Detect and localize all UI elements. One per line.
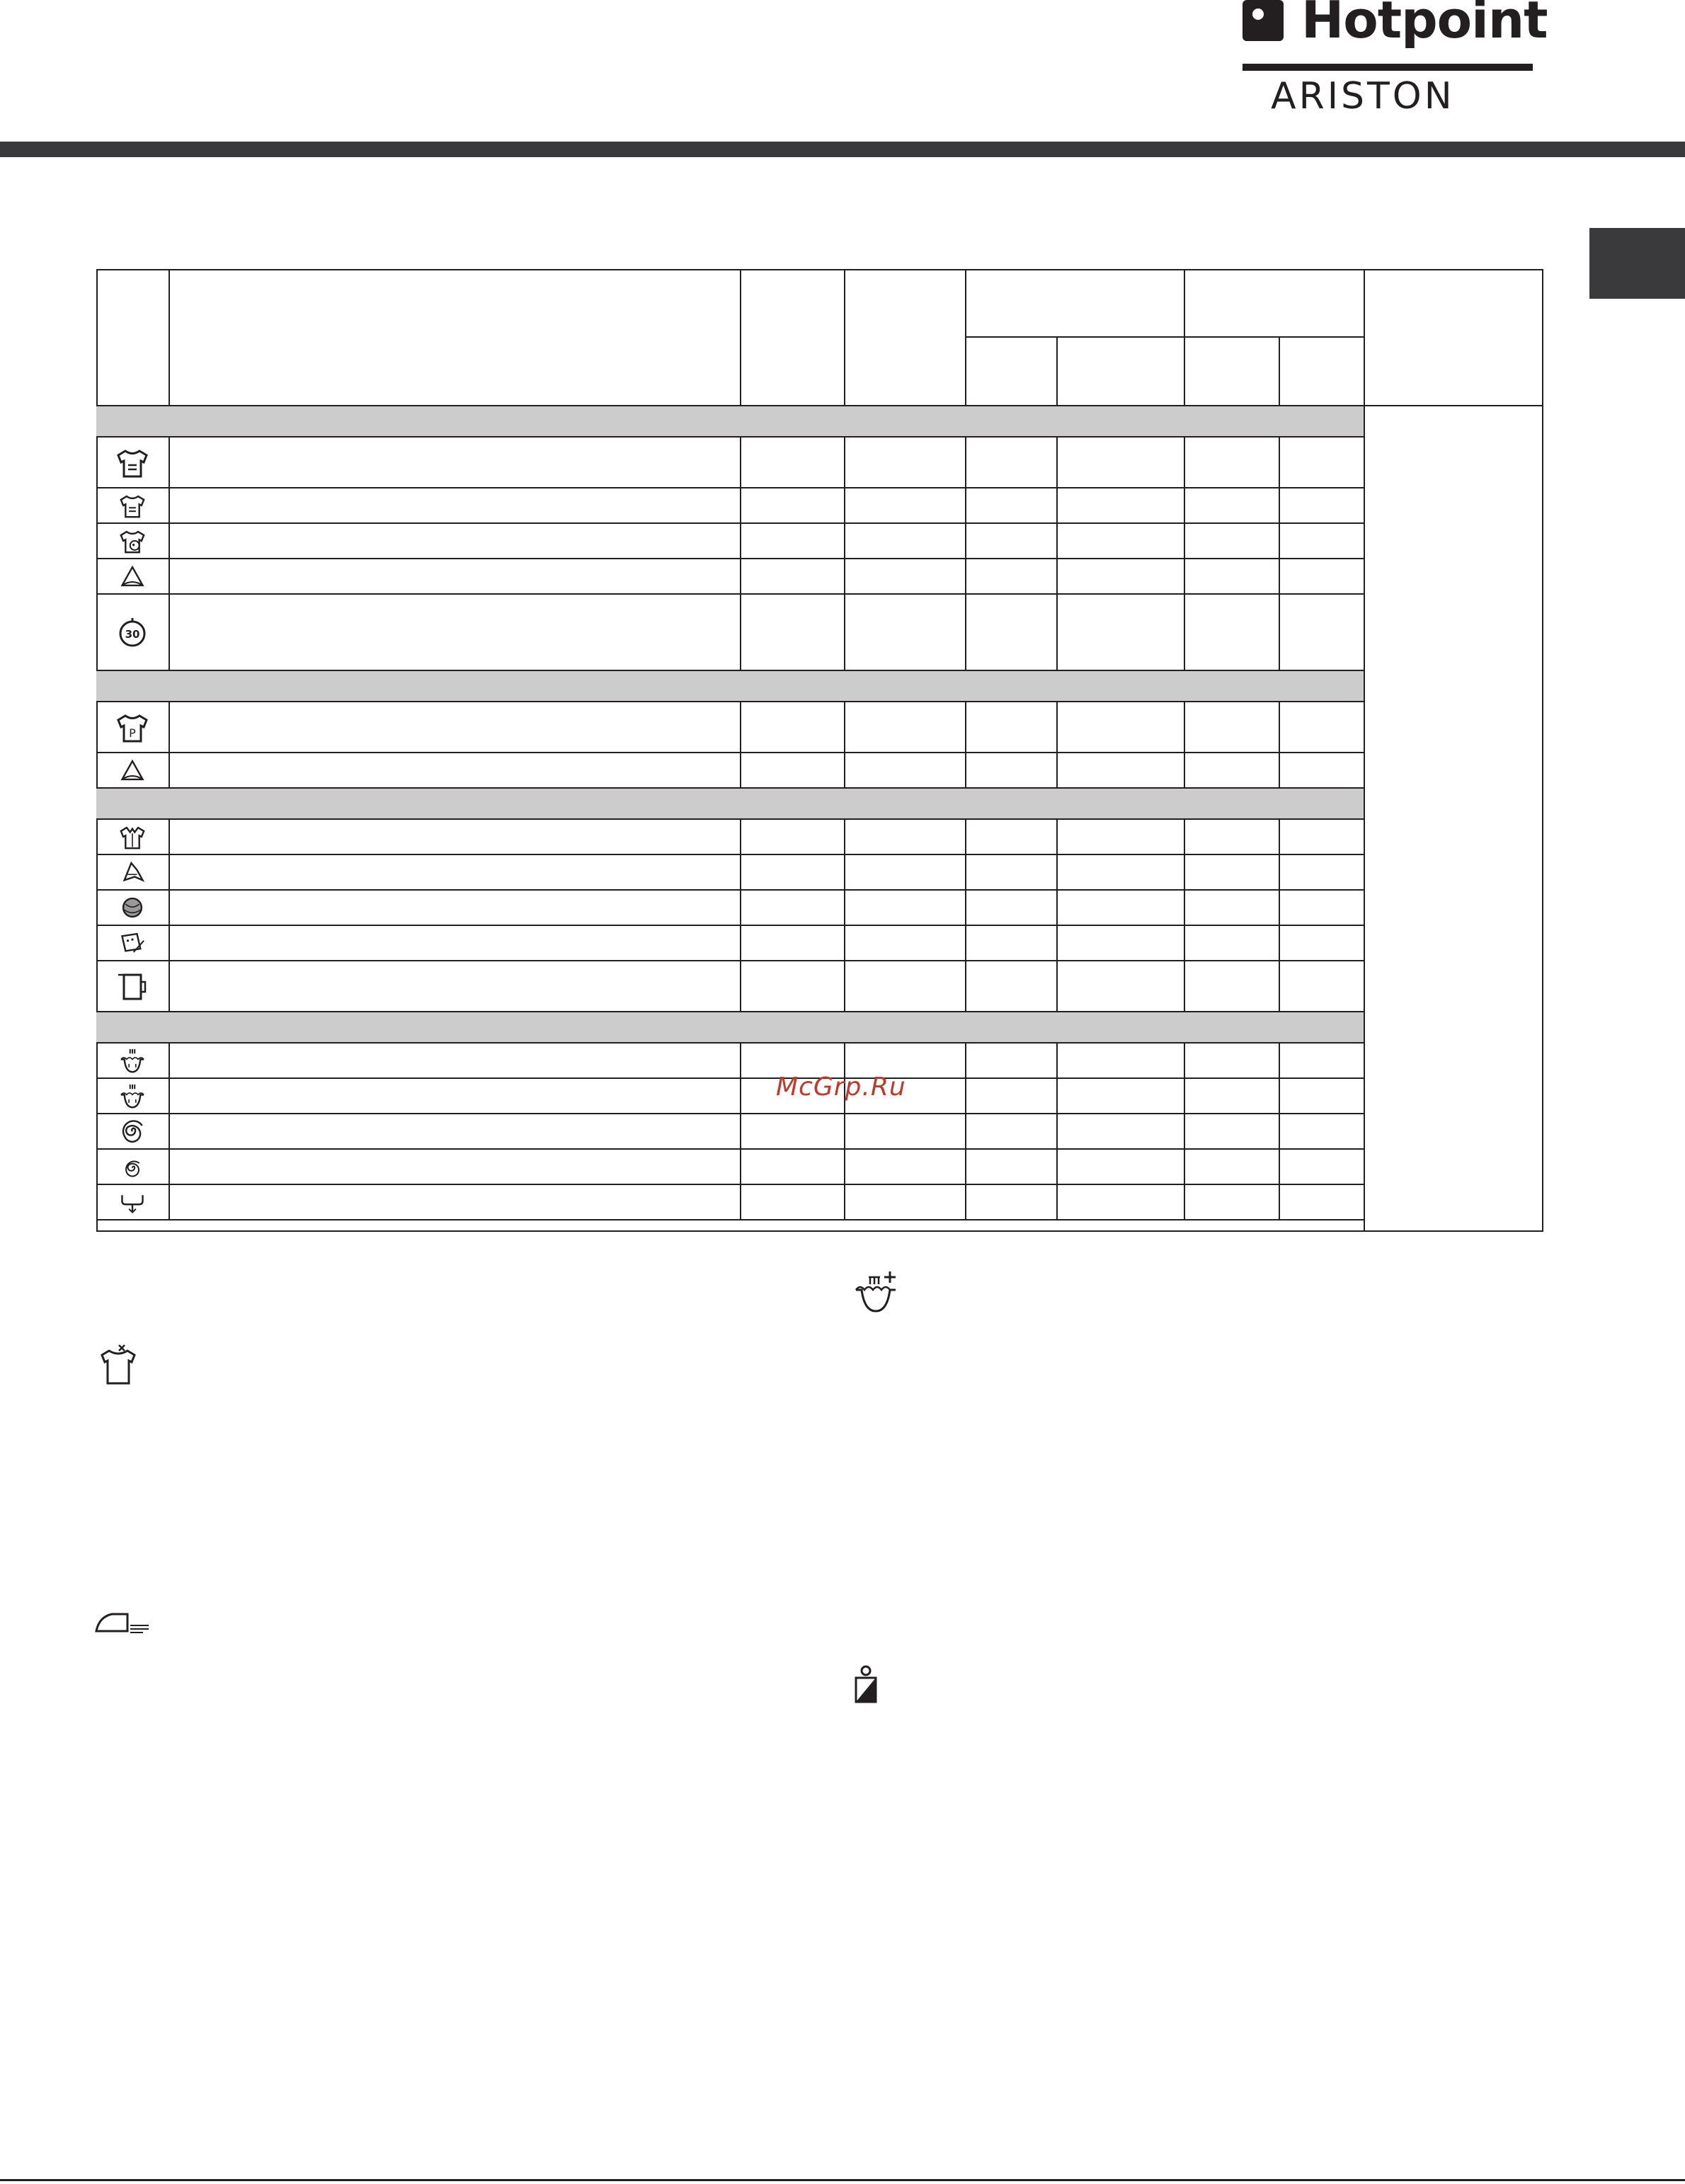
body-col-rule	[1056, 593, 1058, 670]
body-col-rule	[1184, 558, 1185, 593]
body-col-rule	[1184, 854, 1185, 889]
body-col-rule	[965, 889, 966, 925]
body-col-rule	[965, 854, 966, 889]
body-col-rule	[1279, 752, 1280, 787]
brand-logo	[1239, 0, 1548, 120]
body-col-rule	[844, 593, 845, 670]
table-section-band	[96, 1012, 1364, 1044]
brand-mark-icon	[1243, 0, 1284, 41]
body-col-rule	[1184, 522, 1185, 558]
body-col-rule	[1279, 1042, 1280, 1077]
body-col-rule	[1056, 558, 1058, 593]
body-col-rule	[740, 1113, 741, 1148]
section-band-rule	[96, 436, 1364, 438]
section-tab	[1589, 228, 1685, 299]
body-col-rule	[740, 818, 741, 854]
mixed-fabric-icon	[118, 755, 147, 785]
towel-icon	[114, 968, 151, 1005]
extra-rinse-icon	[853, 1269, 900, 1315]
body-col-rule	[740, 522, 741, 558]
body-col-rule	[168, 925, 170, 960]
body-col-rule	[965, 436, 966, 487]
body-col-rule	[1279, 436, 1280, 487]
body-col-rule	[1056, 522, 1058, 558]
body-col-rule	[1184, 752, 1185, 787]
body-col-rule	[965, 818, 966, 854]
body-col-rule	[844, 925, 845, 960]
table-section-band	[96, 789, 1364, 820]
body-col-rule	[844, 854, 845, 889]
svg-text:30: 30	[125, 628, 140, 641]
table-row-rule	[96, 1148, 1364, 1150]
body-col-rule	[168, 854, 170, 889]
body-col-rule	[740, 752, 741, 787]
body-col-rule	[1279, 889, 1280, 925]
section-band-rule	[96, 1042, 1364, 1044]
body-col-rule	[740, 487, 741, 522]
body-col-rule	[168, 1042, 170, 1077]
body-col-rule	[740, 1184, 741, 1219]
body-col-rule	[1056, 1042, 1058, 1077]
body-col-rule	[965, 752, 966, 787]
table-row-rule	[96, 1219, 1364, 1220]
body-col-rule	[965, 1184, 966, 1219]
body-col-rule	[844, 558, 845, 593]
body-col-rule	[965, 960, 966, 1011]
rinse-basin-icon	[118, 1046, 147, 1075]
body-col-rule	[844, 487, 845, 522]
brand-name: Hotpoint	[1301, 0, 1548, 50]
body-col-rule	[1056, 1077, 1058, 1113]
header-bar	[0, 142, 1685, 157]
section-band-rule	[96, 701, 1364, 702]
body-col-rule	[1184, 1042, 1185, 1077]
body-col-rule	[965, 487, 966, 522]
svg-text:P: P	[129, 726, 136, 740]
body-col-rule	[168, 960, 170, 1011]
body-col-rule	[740, 925, 741, 960]
body-col-rule	[1056, 818, 1058, 854]
header-bottom-rule	[1364, 405, 1542, 406]
header-col-rule	[168, 269, 170, 405]
body-col-rule	[168, 522, 170, 558]
body-col-rule	[965, 925, 966, 960]
body-col-rule	[1279, 854, 1280, 889]
quick-30-icon	[114, 614, 151, 651]
table-row-rule	[96, 1184, 1364, 1185]
body-col-rule	[1056, 487, 1058, 522]
table-section-band	[96, 671, 1364, 702]
body-col-rule	[1279, 818, 1280, 854]
body-col-rule	[168, 436, 170, 487]
body-col-rule	[965, 593, 966, 670]
body-col-rule	[740, 593, 741, 670]
body-col-rule	[965, 558, 966, 593]
stained-shirt-icon	[118, 526, 147, 556]
body-col-rule	[1056, 436, 1058, 487]
header-col-rule	[740, 269, 741, 405]
table-bottom-rule	[96, 1230, 1542, 1232]
body-col-rule	[740, 1077, 741, 1113]
spin-spiral-icon	[118, 1116, 147, 1146]
body-col-rule	[168, 889, 170, 925]
body-col-rule	[740, 701, 741, 752]
body-col-rule	[965, 1148, 966, 1184]
delicates-icon	[118, 857, 147, 887]
body-col-rule	[1279, 1113, 1280, 1148]
body-col-rule	[740, 436, 741, 487]
body-col-rule	[168, 818, 170, 854]
body-col-rule	[1184, 925, 1185, 960]
body-col-rule	[740, 1148, 741, 1184]
body-col-rule	[844, 889, 845, 925]
body-col-rule	[168, 1184, 170, 1219]
body-col-rule	[1184, 593, 1185, 670]
table-row-rule	[96, 889, 1364, 891]
body-col-rule	[965, 1113, 966, 1148]
body-col-rule	[1279, 558, 1280, 593]
footer-rule	[0, 2179, 1685, 2181]
body-col-rule	[844, 522, 845, 558]
body-col-rule	[1279, 1184, 1280, 1219]
body-col-rule	[1279, 701, 1280, 752]
body-col-rule	[844, 960, 845, 1011]
synthetic-shirt-icon	[114, 709, 151, 745]
drain-icon	[118, 1187, 147, 1217]
body-col-rule	[1056, 701, 1058, 752]
body-col-rule	[1056, 1113, 1058, 1148]
spin-spiral-small-icon	[118, 1152, 147, 1182]
rinse-basin-icon	[118, 1081, 147, 1111]
body-col-rule	[965, 1042, 966, 1077]
header-col-rule	[844, 269, 845, 405]
section-band-rule	[96, 818, 1364, 820]
table-row-rule	[96, 1113, 1364, 1114]
body-col-rule	[844, 701, 845, 752]
body-col-rule	[1056, 960, 1058, 1011]
header-col-rule	[1184, 269, 1185, 405]
body-col-rule	[965, 701, 966, 752]
header-col-rule	[965, 269, 966, 405]
table-row-rule	[96, 854, 1364, 855]
body-col-rule	[168, 558, 170, 593]
wool-ball-icon	[118, 893, 147, 922]
body-col-rule	[1184, 818, 1185, 854]
half-load-icon	[853, 1665, 881, 1705]
table-right-rule	[1542, 269, 1543, 1232]
body-col-rule	[1184, 889, 1185, 925]
body-col-rule	[1184, 1148, 1185, 1184]
body-col-rule	[1184, 960, 1185, 1011]
body-col-rule	[740, 889, 741, 925]
body-col-rule	[1279, 1077, 1280, 1113]
body-col-rule	[168, 752, 170, 787]
body-col-rule	[168, 487, 170, 522]
body-col-rule	[168, 593, 170, 670]
silk-shirt-icon	[118, 822, 147, 852]
body-col-rule	[844, 1148, 845, 1184]
body-col-rule	[740, 854, 741, 889]
header-split-rule	[965, 336, 1364, 338]
body-col-rule	[844, 436, 845, 487]
body-col-rule	[1184, 1184, 1185, 1219]
table-row-rule	[96, 960, 1364, 961]
baby-clothes-icon	[118, 928, 147, 958]
body-col-rule	[1279, 1148, 1280, 1184]
body-col-rule	[1056, 1184, 1058, 1219]
body-col-rule	[1279, 593, 1280, 670]
header-subcol-rule	[1056, 336, 1058, 405]
body-col-rule	[1279, 487, 1280, 522]
body-col-rule	[740, 1042, 741, 1077]
super-wash-icon	[96, 1344, 139, 1388]
table-row-rule	[96, 522, 1364, 524]
table-top-rule	[96, 269, 1542, 270]
body-col-rule	[1279, 925, 1280, 960]
table-row-rule	[96, 925, 1364, 926]
body-col-rule	[1056, 889, 1058, 925]
table-row-rule	[96, 593, 1364, 595]
body-col-rule	[1184, 1113, 1185, 1148]
table-section-band	[96, 406, 1364, 438]
body-col-rule	[1279, 522, 1280, 558]
body-col-rule	[1184, 701, 1185, 752]
watermark: McGrp.Ru	[776, 1073, 906, 1102]
body-col-rule	[844, 1113, 845, 1148]
table-row-rule	[96, 1077, 1364, 1079]
brand-subname: ARISTON	[1271, 75, 1455, 118]
body-col-rule	[1184, 436, 1185, 487]
body-col-rule	[844, 1184, 845, 1219]
body-col-rule	[168, 1148, 170, 1184]
body-col-rule	[844, 818, 845, 854]
body-col-rule	[1056, 854, 1058, 889]
body-col-rule	[965, 1077, 966, 1113]
header-subcol-rule	[1279, 336, 1280, 405]
table-notes-rule	[1364, 269, 1365, 1230]
body-col-rule	[168, 701, 170, 752]
mixed-fabric-icon	[118, 561, 147, 591]
table-row-rule	[96, 752, 1364, 753]
easy-iron-icon	[93, 1607, 150, 1635]
body-col-rule	[168, 1113, 170, 1148]
body-col-rule	[1056, 925, 1058, 960]
body-col-rule	[1184, 1077, 1185, 1113]
table-row-rule	[96, 487, 1364, 488]
body-col-rule	[1056, 1148, 1058, 1184]
table-row-rule	[96, 558, 1364, 559]
body-col-rule	[740, 558, 741, 593]
body-col-rule	[1279, 960, 1280, 1011]
cotton-shirt-icon	[118, 491, 147, 520]
body-col-rule	[965, 522, 966, 558]
body-col-rule	[844, 752, 845, 787]
brand-rule	[1243, 64, 1533, 71]
body-col-rule	[740, 960, 741, 1011]
body-col-rule	[1184, 487, 1185, 522]
cotton-shirt-icon	[114, 444, 151, 481]
body-col-rule	[168, 1077, 170, 1113]
body-col-rule	[1056, 752, 1058, 787]
